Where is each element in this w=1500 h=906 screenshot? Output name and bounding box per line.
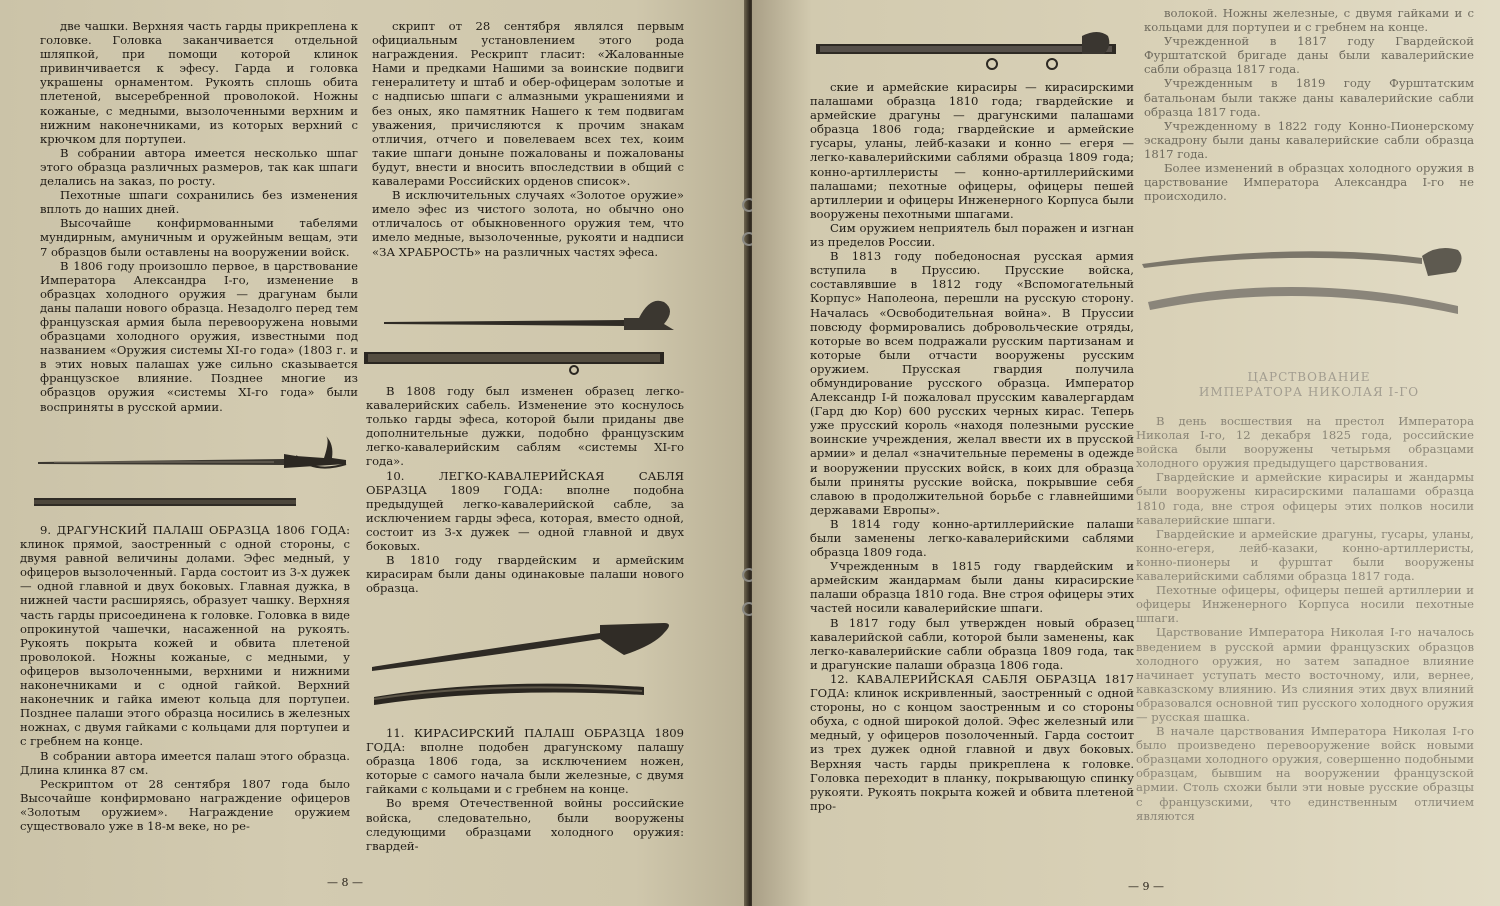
paragraph: Пехотные шпаги сохранились без изменения вплоть до наших дней. — [40, 188, 358, 217]
section-heading-reign — [1144, 370, 1474, 400]
paragraph: Гвардейские и армейские драгуны, гусары, уланы, конно-егеря, лейб-казаки, конно-артиллеристы, конно-пионеры и фурштат были вооружены кавалерийскими саблями образца 1817 года. — [1136, 526, 1474, 584]
paragraph: Гвардейские и армейские кирасиры и жандармы были вооружены кирасирскими палашами образца 1810 года, вне строя офицеры этих полков носили кавалерийские шпаги. — [1136, 470, 1474, 527]
paragraph: Учрежденным в 1815 году гвардейским и армейским жандармам были даны кирасирские палаши образца 1810 года. Вне строя офицеры этих частей носили кавалерийские шпаги. — [810, 559, 1134, 616]
paragraph: ские и армейские кирасиры — кирасирскими палашами образца 1810 года; гвардейские и армейские драгуны — драгунскими палашами образца 1806 года; гвардейские и армейские гусары, уланы, лейб-казаки и конно — егеря — легко-кавалерийскими саблями образца 1809 года; конно-артиллеристы — конно-артиллерийскими палашами; пехотные офицеры, офицеры пешей артиллерии и офицеры Инженерного Корпуса были вооружены пехотными шпагами. — [810, 80, 1134, 221]
section-heading-line-1: ЦАРСТВОВАНИЕ — [1247, 370, 1371, 384]
light-cavalry-sabre-illustration — [364, 615, 684, 715]
paragraph: В начале царствования Императора Николая I-го было произведено перевооружение войск новыми образцами холодного оружия, совершенно подобными образцам, бывшим на вооружении французской армии. Столь схожи были эти новые русские образцы с французскими, что единственным отличием являются — [1136, 724, 1474, 823]
paragraph: 10. ЛЕГКО-КАВАЛЕРИЙСКАЯ САБЛЯ ОБРАЗЦА 1809 ГОДА: вполне подобна предыдущей легко-кавалерийской сабле, за исключением гарды эфеса, которая, вместо одной, состоит из 3-х дужек — одной главной и двух боковых. — [366, 468, 684, 554]
paragraph: Рескриптом от 28 сентября 1807 года было Высочайше конфирмовано награждение офицеров «Золотым оружием». Награждение оружием существовало уже в 18-м веке, но ре- — [20, 776, 350, 833]
page-number-8: — 8 — — [327, 876, 363, 889]
paragraph: волокой. Ножны железные, с двумя гайками и с кольцами для портупеи и с гребнем на конце. — [1144, 6, 1474, 35]
left-column-2-top — [372, 19, 684, 259]
paragraph: Учрежденным в 1819 году Фурштатским батальонам были также даны кавалерийские сабли образца 1817 года. — [1144, 76, 1474, 119]
paragraph: скрипт от 28 сентября являлся первым официальным установлением этого рода награждения. Рескрипт гласит: «Жалованные Нами и предками Нашими за воинские подвиги генералитету и штаб и обер-офицерам золотые и с надписью шпаги с алмазными украшениями и без оных, яко памятник Нашего к тем подвигам уважения, причисляются к прочим знакам отличия, отчего и повелеваем всех тех, коим такие шпаги доныне пожалованы и пожалованы будут, внести и вносить впоследствии в общий с кавалерами Российских орденов список». — [372, 19, 684, 189]
paragraph: В 1808 году был изменен образец легко-кавалерийских сабель. Изменение это коснулось только гарды эфеса, которой были приданы две дополнительные дужки, подобно французским легко-кавалерийским саблям «системы XI-го года». — [366, 384, 684, 469]
paragraph: Пехотные офицеры, офицеры пешей артиллерии и офицеры Инженерного Корпуса носили пехотные шпаги. — [1136, 583, 1474, 626]
paragraph: Царствование Императора Николая I-го началось введением в русской армии французских образцов холодного оружия, но затем западное влияние начинает уступать место восточному, или, вернее, кавказскому влиянию. Из слияния этих двух влияний образовался основной тип русского холодного оружия — русская шашка. — [1136, 625, 1474, 724]
paragraph: 12. КАВАЛЕРИЙСКАЯ САБЛЯ ОБРАЗЦА 1817 ГОДА: клинок искривленный, заостренный с одной стороны, но с концом заостренным и со стороны обуха, с одной широкой долой. Эфес железный или медный, у офицеров позолоченный. Гарда состоит из трех дужек одной главной и двух боковых. Верхняя часть гарды прикреплена к головке. Головка переходит в планку, покрывающую спинку рукояти. Рукоять покрыта кожей и обвита плетеной про- — [810, 671, 1134, 813]
paragraph: В 1814 году конно-артиллерийские палаши были заменены легко-кавалерийскими саблями образца 1809 года. — [810, 516, 1134, 560]
cuirassier-broadsword-illustration — [812, 26, 1132, 76]
officer-sword-illustration — [364, 290, 684, 380]
right-page — [752, 0, 1500, 906]
section-heading-line-2: ИМПЕРАТОРА НИКОЛАЯ I-ГО — [1198, 385, 1420, 399]
left-column-1-bottom — [20, 523, 350, 833]
paragraph: В исключительных случаях «Золотое оружие» имело эфес из чистого золота, но обычно оно отличалось от обыкновенного оружия тем, что имело медные, вызолоченные, рукояти и надписи «ЗА ХРАБРОСТЬ» на различных частях эфеса. — [372, 188, 684, 259]
left-column-1-top — [40, 19, 358, 414]
paragraph: Более изменений в образцах холодного оружия в царствование Императора Александра I-го не происходило. — [1144, 161, 1474, 204]
paragraph: В 1813 году победоносная русская армия вступила в Пруссию. Прусские войска, составлявшие в 1812 году «Вспомогательный Корпус» Наполеона, перешли на русскую сторону. Началась «Освободительная война». В Пруссии повсюду формировались добровольческие отряды, которые во всем подражали русским партизанам и которые были отчасти вооружены русским оружием. Прусская гвардия получила обмундирование русского образца. Император Александр I-й пожаловал прусским кавалергардам (Гард дю Кор) 600 русских черных кирас. Теперь уже прусский король «находя полезными русские воинские учреждения, желал ввести их в прусской армии» и делал «значительные перемены в одежде и вооружении прусских войск, в коих для образца были приняты русские войска, покрывшие себя славою в продолжительной борьбе с главнейшими державами Европы». — [810, 249, 1134, 517]
paragraph: В 1810 году гвардейским и армейским кирасирам были даны одинаковые палаши нового образца. — [366, 553, 684, 596]
paragraph: В собрании автора имеется палаш этого образца. Длина клинка 87 см. — [20, 748, 350, 777]
paragraph: 9. ДРАГУНСКИЙ ПАЛАШ ОБРАЗЦА 1806 ГОДА: клинок прямой, заостренный с одной стороны, с двумя равной величины долами. Эфес медный, у офицеров вызолоченный. Гарда состоит из 3-х дужек — одной главной и двух боковых. Главная дужка, в нижней части расширяясь, образует чашку. Верхняя часть гарды присоединена к головке. Головка в виде опрокинутой чашечки, насаженной на рукоять. Рукоять покрыта кожей и обвита плетеной проволокой. Ножны кожаные, с медными, у офицеров вызолоченными, верхними и нижними наконечниками и с одной гайкой. Верхний наконечник и гайка имеют кольца для портупеи. Позднее палаши этого образца носились в железных ножнах, с двумя гайками с кольцами для портупеи и с гребнем на конце. — [20, 523, 350, 749]
right-column-2-top — [1144, 6, 1474, 203]
paragraph: В 1806 году произошло первое, в царствование Императора Александра I-го, изменение в образцах холодного оружия — драгунам были даны палаши нового образца. Незадолго перед тем французская армия была перевооружена новыми образцами холодного оружия, известными под названием «Оружия системы XI-го года» (1803 г. и в этих новых палашах уже сильно сказывается французское влияние. Позднее многие из образцов оружия «системы XI-го года» были восприняты в русской армии. — [40, 258, 358, 414]
page-number-9: — 9 — — [1128, 880, 1164, 893]
paragraph: В собрании автора имеется несколько шпаг этого образца различных размеров, так как шпаги делались на заказ, по росту. — [40, 145, 358, 189]
paragraph: Учрежденному в 1822 году Конно-Пионерскому эскадрону были даны кавалерийские сабли образца 1817 года. — [1144, 118, 1474, 161]
right-column-2-bottom — [1136, 414, 1474, 823]
paragraph: Высочайше конфирмованными табелями мундирным, амуничным и оружейным вещам, эти 7 образцов были оставлены на вооружении войск. — [40, 216, 358, 259]
paragraph: Во время Отечественной войны российские войска, следовательно, были вооружены следующими образцами холодного оружия: гвардей- — [366, 796, 684, 853]
paragraph: 11. КИРАСИРСКИЙ ПАЛАШ ОБРАЗЦА 1809 ГОДА: вполне подобен драгунскому палашу образца 1806 года, за исключением ножен, которые с самого начала были железные, с двумя гайками с кольцами и с гребнем на конце. — [366, 726, 684, 797]
paragraph: Сим оружием неприятель был поражен и изгнан из пределов России. — [810, 220, 1134, 250]
left-column-2-middle — [366, 384, 684, 595]
right-column-1 — [810, 80, 1134, 813]
paragraph: В 1817 году был утвержден новый образец кавалерийской сабли, которой были заменены, как легко-кавалерийские сабли образца 1809 года, так и драгунские палаши образца 1806 года. — [810, 615, 1134, 672]
paragraph: две чашки. Верхняя часть гарды прикреплена к головке. Головка заканчивается отдельной шляпкой, при помощи которой клинок привинчивается к эфесу. Гарда и головка украшены орнаментом. Рукоять сплошь обита плетеной, высеребренной проволокой. Ножны кожаные, с медными, вызолоченными верхним и нижним наконечниками, из которых верхний с крючком для портупеи. — [40, 19, 358, 146]
paragraph: В день восшествия на престол Императора Николая I-го, 12 декабря 1825 года, российские войска были вооружены четырьмя образцами холодного оружия предыдущего царствования. — [1136, 414, 1474, 471]
left-column-2-bottom — [366, 726, 684, 853]
cavalry-sabre-1817-illustration — [1138, 236, 1482, 336]
paragraph: Учрежденной в 1817 году Гвардейской Фурштатской бригаде даны были кавалерийские сабли образца 1817 года. — [1144, 34, 1474, 77]
left-page — [0, 0, 748, 906]
dragoon-broadsword-illustration — [34, 434, 354, 514]
